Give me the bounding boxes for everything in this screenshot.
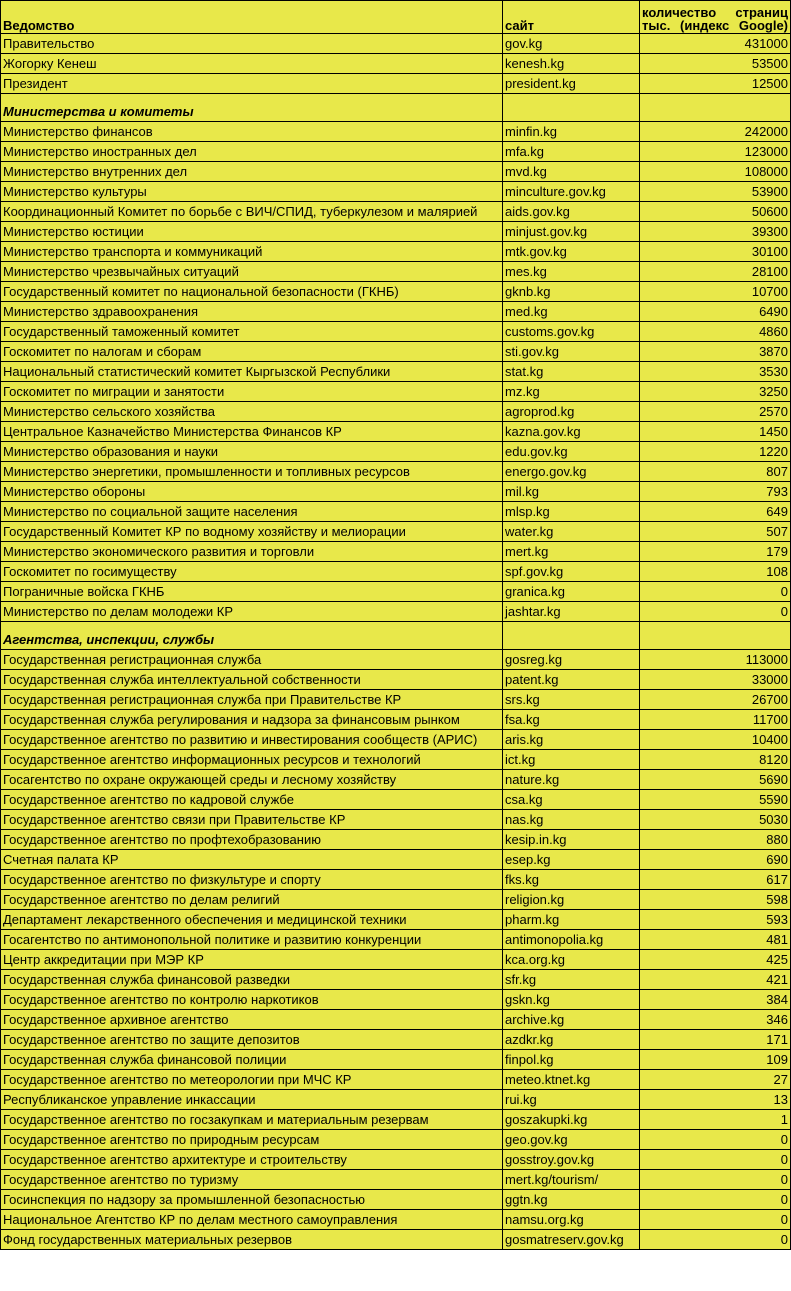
page-count-cell[interactable]: 12500 xyxy=(640,74,791,94)
agency-name-cell[interactable]: Министерство чрезвычайных ситуаций xyxy=(1,262,503,282)
page-count-cell[interactable]: 649 xyxy=(640,502,791,522)
page-count-cell[interactable]: 384 xyxy=(640,990,791,1010)
table-row xyxy=(1,142,791,162)
agency-name-cell[interactable]: Национальное Агентство КР по делам местного самоуправления xyxy=(1,1210,503,1230)
table-row xyxy=(1,542,791,562)
page-count-cell[interactable]: 0 xyxy=(640,1190,791,1210)
table-row xyxy=(1,730,791,750)
agency-name-cell[interactable]: Государственное агентство связи при Правительстве КР xyxy=(1,810,503,830)
table-row xyxy=(1,74,791,94)
agency-name-cell[interactable]: Министерство обороны xyxy=(1,482,503,502)
table-row xyxy=(1,1210,791,1230)
page-count-cell[interactable]: 3870 xyxy=(640,342,791,362)
site-cell[interactable]: gosstroy.gov.kg xyxy=(503,1150,640,1170)
page-count-cell[interactable]: 50600 xyxy=(640,202,791,222)
site-cell[interactable]: antimonopolia.kg xyxy=(503,930,640,950)
agency-name-cell[interactable]: Пограничные войска ГКНБ xyxy=(1,582,503,602)
site-cell[interactable]: patent.kg xyxy=(503,670,640,690)
table-row xyxy=(1,1170,791,1190)
site-cell[interactable]: nature.kg xyxy=(503,770,640,790)
table-row xyxy=(1,462,791,482)
agency-name-cell[interactable]: Госкомитет по миграции и занятости xyxy=(1,382,503,402)
site-cell[interactable]: water.kg xyxy=(503,522,640,542)
table-row xyxy=(1,1090,791,1110)
agency-name-cell[interactable]: Государственное агентство по метеорологии при МЧС КР xyxy=(1,1070,503,1090)
site-cell[interactable]: granica.kg xyxy=(503,582,640,602)
page-count-cell[interactable]: 1220 xyxy=(640,442,791,462)
site-cell[interactable]: med.kg xyxy=(503,302,640,322)
agency-name-cell[interactable]: Государственное агентство по госзакупкам и материальным резервам xyxy=(1,1110,503,1130)
page-count-cell[interactable]: 880 xyxy=(640,830,791,850)
empty-cell[interactable] xyxy=(503,94,640,122)
page-count-cell[interactable]: 1 xyxy=(640,1110,791,1130)
table-row xyxy=(1,34,791,54)
agency-name-cell[interactable]: Госагентство по охране окружающей среды и лесному хозяйству xyxy=(1,770,503,790)
table-row xyxy=(1,830,791,850)
site-cell[interactable]: edu.gov.kg xyxy=(503,442,640,462)
site-cell[interactable]: jashtar.kg xyxy=(503,602,640,622)
agency-name-cell[interactable]: Министерство экономического развития и торговли xyxy=(1,542,503,562)
table-row xyxy=(1,650,791,670)
table-row xyxy=(1,970,791,990)
page-count-cell[interactable]: 0 xyxy=(640,1170,791,1190)
table-row xyxy=(1,1110,791,1130)
section-row xyxy=(1,622,791,650)
site-cell[interactable]: mfa.kg xyxy=(503,142,640,162)
page-count-cell[interactable]: 123000 xyxy=(640,142,791,162)
empty-cell[interactable] xyxy=(640,94,791,122)
site-cell[interactable]: gov.kg xyxy=(503,34,640,54)
table-row xyxy=(1,182,791,202)
page-count-cell[interactable]: 593 xyxy=(640,910,791,930)
page-count-cell[interactable]: 507 xyxy=(640,522,791,542)
table-row xyxy=(1,1190,791,1210)
agency-name-cell[interactable]: Государственное агентство архитектуре и строительству xyxy=(1,1150,503,1170)
table-row xyxy=(1,54,791,74)
page-count-cell[interactable]: 425 xyxy=(640,950,791,970)
page-count-cell[interactable]: 431000 xyxy=(640,34,791,54)
page-count-cell[interactable]: 179 xyxy=(640,542,791,562)
site-cell[interactable]: esep.kg xyxy=(503,850,640,870)
site-cell[interactable]: goszakupki.kg xyxy=(503,1110,640,1130)
site-cell[interactable]: gknb.kg xyxy=(503,282,640,302)
agency-name-cell[interactable]: Государственное агентство по развитию и инвестирования сообществ (АРИС) xyxy=(1,730,503,750)
table-row xyxy=(1,870,791,890)
page-count-cell[interactable]: 2570 xyxy=(640,402,791,422)
section-row xyxy=(1,94,791,122)
agency-name-cell[interactable]: Государственная служба финансовой разведки xyxy=(1,970,503,990)
page-count-cell[interactable]: 28100 xyxy=(640,262,791,282)
agency-name-cell[interactable]: Министерство юстиции xyxy=(1,222,503,242)
page-count-cell[interactable]: 10700 xyxy=(640,282,791,302)
site-cell[interactable]: president.kg xyxy=(503,74,640,94)
page-count-cell[interactable]: 3250 xyxy=(640,382,791,402)
agency-name-cell[interactable]: Правительство xyxy=(1,34,503,54)
header-row xyxy=(1,1,791,34)
agency-name-cell[interactable]: Государственный комитет по национальной безопасности (ГКНБ) xyxy=(1,282,503,302)
header-cell-agency[interactable]: Ведомство xyxy=(1,1,503,34)
table-row xyxy=(1,770,791,790)
page-count-cell[interactable]: 5590 xyxy=(640,790,791,810)
table-row xyxy=(1,1070,791,1090)
agency-name-cell[interactable]: Государственное агентство информационных ресурсов и технологий xyxy=(1,750,503,770)
page-count-cell[interactable]: 421 xyxy=(640,970,791,990)
agency-name-cell[interactable]: Госинспекция по надзору за промышленной безопасностью xyxy=(1,1190,503,1210)
site-cell[interactable]: pharm.kg xyxy=(503,910,640,930)
page-count-cell[interactable]: 0 xyxy=(640,1130,791,1150)
table-row xyxy=(1,790,791,810)
header-cell-site[interactable]: сайт xyxy=(503,1,640,34)
table-row xyxy=(1,950,791,970)
page-count-cell[interactable]: 39300 xyxy=(640,222,791,242)
agency-name-cell[interactable]: Министерство здравоохранения xyxy=(1,302,503,322)
page-count-cell[interactable]: 4860 xyxy=(640,322,791,342)
site-cell[interactable]: aris.kg xyxy=(503,730,640,750)
site-cell[interactable]: mtk.gov.kg xyxy=(503,242,640,262)
table-row xyxy=(1,342,791,362)
table-row xyxy=(1,382,791,402)
table-row xyxy=(1,710,791,730)
page-count-cell[interactable]: 171 xyxy=(640,1030,791,1050)
table-row xyxy=(1,302,791,322)
site-cell[interactable]: agroprod.kg xyxy=(503,402,640,422)
page-count-cell[interactable]: 6490 xyxy=(640,302,791,322)
site-cell[interactable]: namsu.org.kg xyxy=(503,1210,640,1230)
page-count-cell[interactable]: 108 xyxy=(640,562,791,582)
site-cell[interactable]: aids.gov.kg xyxy=(503,202,640,222)
table-row xyxy=(1,522,791,542)
page-count-cell[interactable]: 3530 xyxy=(640,362,791,382)
agency-name-cell[interactable]: Государственная регистрационная служба при Правительстве КР xyxy=(1,690,503,710)
page-count-cell[interactable]: 793 xyxy=(640,482,791,502)
agency-name-cell[interactable]: Министерство по социальной защите населения xyxy=(1,502,503,522)
table-row xyxy=(1,850,791,870)
table-row xyxy=(1,422,791,442)
table-row xyxy=(1,810,791,830)
site-cell[interactable]: ict.kg xyxy=(503,750,640,770)
agency-name-cell[interactable]: Фонд государственных материальных резервов xyxy=(1,1230,503,1250)
table-row xyxy=(1,262,791,282)
site-cell[interactable]: gosmatreserv.gov.kg xyxy=(503,1230,640,1250)
page-count-cell[interactable]: 0 xyxy=(640,1230,791,1250)
page-count-cell[interactable]: 0 xyxy=(640,1150,791,1170)
table-row xyxy=(1,242,791,262)
site-cell[interactable]: geo.gov.kg xyxy=(503,1130,640,1150)
page-count-cell[interactable]: 690 xyxy=(640,850,791,870)
agency-name-cell[interactable]: Департамент лекарственного обеспечения и медицинской техники xyxy=(1,910,503,930)
site-cell[interactable]: mvd.kg xyxy=(503,162,640,182)
empty-cell[interactable] xyxy=(503,622,640,650)
page-count-cell[interactable]: 108000 xyxy=(640,162,791,182)
site-cell[interactable]: srs.kg xyxy=(503,690,640,710)
agency-name-cell[interactable]: Счетная палата КР xyxy=(1,850,503,870)
page-count-cell[interactable]: 26700 xyxy=(640,690,791,710)
agency-name-cell[interactable]: Центр аккредитации при МЭР КР xyxy=(1,950,503,970)
agency-name-cell[interactable]: Государственная служба регулирования и надзора за финансовым рынком xyxy=(1,710,503,730)
site-cell[interactable]: kesip.in.kg xyxy=(503,830,640,850)
table-row xyxy=(1,930,791,950)
table-row xyxy=(1,502,791,522)
agency-name-cell[interactable]: Центральное Казначейство Министерства Финансов КР xyxy=(1,422,503,442)
site-cell[interactable]: energo.gov.kg xyxy=(503,462,640,482)
agency-name-cell[interactable]: Государственная служба финансовой полиции xyxy=(1,1050,503,1070)
agency-name-cell[interactable]: Министерство культуры xyxy=(1,182,503,202)
site-cell[interactable]: spf.gov.kg xyxy=(503,562,640,582)
site-cell[interactable]: nas.kg xyxy=(503,810,640,830)
site-cell[interactable]: csa.kg xyxy=(503,790,640,810)
page-count-cell[interactable]: 481 xyxy=(640,930,791,950)
table-row xyxy=(1,890,791,910)
agency-name-cell[interactable]: Президент xyxy=(1,74,503,94)
page-count-cell[interactable]: 113000 xyxy=(640,650,791,670)
page-count-cell[interactable]: 807 xyxy=(640,462,791,482)
table-row xyxy=(1,202,791,222)
section-title[interactable]: Министерства и комитеты xyxy=(1,94,503,122)
table-row xyxy=(1,442,791,462)
site-cell[interactable]: sti.gov.kg xyxy=(503,342,640,362)
agency-name-cell[interactable]: Государственный таможенный комитет xyxy=(1,322,503,342)
site-cell[interactable]: archive.kg xyxy=(503,1010,640,1030)
table-row xyxy=(1,1130,791,1150)
table-row xyxy=(1,222,791,242)
page-count-cell[interactable]: 0 xyxy=(640,602,791,622)
agency-name-cell[interactable]: Государственный Комитет КР по водному хозяйству и мелиорации xyxy=(1,522,503,542)
page-count-cell[interactable]: 13 xyxy=(640,1090,791,1110)
agency-name-cell[interactable]: Министерство финансов xyxy=(1,122,503,142)
table-row xyxy=(1,1050,791,1070)
table-row xyxy=(1,750,791,770)
site-cell[interactable]: mlsp.kg xyxy=(503,502,640,522)
agency-name-cell[interactable]: Координационный Комитет по борьбе с ВИЧ/СПИД, туберкулезом и малярией xyxy=(1,202,503,222)
site-cell[interactable]: gskn.kg xyxy=(503,990,640,1010)
agency-name-cell[interactable]: Министерство энергетики, промышленности и топливных ресурсов xyxy=(1,462,503,482)
table-row xyxy=(1,602,791,622)
site-cell[interactable]: minculture.gov.kg xyxy=(503,182,640,202)
site-cell[interactable]: fks.kg xyxy=(503,870,640,890)
page-count-cell[interactable]: 33000 xyxy=(640,670,791,690)
site-cell[interactable]: mz.kg xyxy=(503,382,640,402)
table-row xyxy=(1,1030,791,1050)
table-row xyxy=(1,582,791,602)
page-count-cell[interactable]: 5690 xyxy=(640,770,791,790)
table-row xyxy=(1,1010,791,1030)
table-row xyxy=(1,910,791,930)
site-cell[interactable]: mil.kg xyxy=(503,482,640,502)
site-cell[interactable]: finpol.kg xyxy=(503,1050,640,1070)
table-row xyxy=(1,1230,791,1250)
site-cell[interactable]: ggtn.kg xyxy=(503,1190,640,1210)
agency-name-cell[interactable]: Министерство образования и науки xyxy=(1,442,503,462)
site-cell[interactable]: meteo.ktnet.kg xyxy=(503,1070,640,1090)
agency-name-cell[interactable]: Государственное агентство по природным ресурсам xyxy=(1,1130,503,1150)
site-cell[interactable]: minjust.gov.kg xyxy=(503,222,640,242)
page-count-cell[interactable]: 1450 xyxy=(640,422,791,442)
page-count-cell[interactable]: 346 xyxy=(640,1010,791,1030)
table-row xyxy=(1,482,791,502)
agency-name-cell[interactable]: Госкомитет по налогам и сборам xyxy=(1,342,503,362)
page-count-cell[interactable]: 27 xyxy=(640,1070,791,1090)
page-count-cell[interactable]: 0 xyxy=(640,1210,791,1230)
table-row xyxy=(1,562,791,582)
page-count-cell[interactable]: 30100 xyxy=(640,242,791,262)
page-count-cell[interactable]: 5030 xyxy=(640,810,791,830)
page-count-cell[interactable]: 617 xyxy=(640,870,791,890)
page-count-cell[interactable]: 109 xyxy=(640,1050,791,1070)
agency-name-cell[interactable]: Государственное агентство по туризму xyxy=(1,1170,503,1190)
agency-name-cell[interactable]: Министерство иностранных дел xyxy=(1,142,503,162)
agency-name-cell[interactable]: Национальный статистический комитет Кыргызской Республики xyxy=(1,362,503,382)
site-cell[interactable]: mert.kg/tourism/ xyxy=(503,1170,640,1190)
site-cell[interactable]: azdkr.kg xyxy=(503,1030,640,1050)
section-title[interactable]: Агентства, инспекции, службы xyxy=(1,622,503,650)
table-row xyxy=(1,122,791,142)
site-cell[interactable]: mert.kg xyxy=(503,542,640,562)
site-cell[interactable]: rui.kg xyxy=(503,1090,640,1110)
page-count-cell[interactable]: 598 xyxy=(640,890,791,910)
table-row xyxy=(1,990,791,1010)
page-count-cell[interactable]: 11700 xyxy=(640,710,791,730)
page-count-cell[interactable]: 8120 xyxy=(640,750,791,770)
agency-name-cell[interactable]: Государственное агентство по кадровой службе xyxy=(1,790,503,810)
page-count-cell[interactable]: 53900 xyxy=(640,182,791,202)
page-count-cell[interactable]: 53500 xyxy=(640,54,791,74)
agency-name-cell[interactable]: Государственное агентство по делам религий xyxy=(1,890,503,910)
agency-name-cell[interactable]: Государственная служба интеллектуальной собственности xyxy=(1,670,503,690)
site-cell[interactable]: kca.org.kg xyxy=(503,950,640,970)
table-row xyxy=(1,162,791,182)
site-cell[interactable]: sfr.kg xyxy=(503,970,640,990)
agency-name-cell[interactable]: Государственное агентство по контролю наркотиков xyxy=(1,990,503,1010)
table-row xyxy=(1,402,791,422)
page-count-cell[interactable]: 10400 xyxy=(640,730,791,750)
table-row xyxy=(1,362,791,382)
site-cell[interactable]: gosreg.kg xyxy=(503,650,640,670)
site-cell[interactable]: minfin.kg xyxy=(503,122,640,142)
empty-cell[interactable] xyxy=(640,622,791,650)
agency-name-cell[interactable]: Государственное агентство по физкультуре и спорту xyxy=(1,870,503,890)
agency-name-cell[interactable]: Государственная регистрационная служба xyxy=(1,650,503,670)
page-count-cell[interactable]: 242000 xyxy=(640,122,791,142)
agency-name-cell[interactable]: Государственное агентство по профтехобразованию xyxy=(1,830,503,850)
agency-name-cell[interactable]: Республиканское управление инкассации xyxy=(1,1090,503,1110)
page-count-cell[interactable]: 0 xyxy=(640,582,791,602)
site-cell[interactable]: stat.kg xyxy=(503,362,640,382)
site-cell[interactable]: kenesh.kg xyxy=(503,54,640,74)
site-cell[interactable]: kazna.gov.kg xyxy=(503,422,640,442)
agency-name-cell[interactable]: Министерство транспорта и коммуникаций xyxy=(1,242,503,262)
agency-name-cell[interactable]: Жогорку Кенеш xyxy=(1,54,503,74)
header-cell-page-count[interactable]: количество страниц тыс. (индекс Google) xyxy=(640,1,791,34)
agency-name-cell[interactable]: Государственное архивное агентство xyxy=(1,1010,503,1030)
agency-name-cell[interactable]: Министерство по делам молодежи КР xyxy=(1,602,503,622)
site-cell[interactable]: customs.gov.kg xyxy=(503,322,640,342)
agency-name-cell[interactable]: Министерство внутренних дел xyxy=(1,162,503,182)
table-row xyxy=(1,690,791,710)
agency-name-cell[interactable]: Госагентство по антимонопольной политике и развитию конкуренции xyxy=(1,930,503,950)
agency-name-cell[interactable]: Государственное агентство по защите депозитов xyxy=(1,1030,503,1050)
table-row xyxy=(1,1150,791,1170)
site-cell[interactable]: religion.kg xyxy=(503,890,640,910)
table-body xyxy=(1,1,791,1250)
table-row xyxy=(1,322,791,342)
agency-name-cell[interactable]: Госкомитет по госимуществу xyxy=(1,562,503,582)
site-cell[interactable]: fsa.kg xyxy=(503,710,640,730)
site-cell[interactable]: mes.kg xyxy=(503,262,640,282)
agency-name-cell[interactable]: Министерство сельского хозяйства xyxy=(1,402,503,422)
table-row xyxy=(1,282,791,302)
table-row xyxy=(1,670,791,690)
